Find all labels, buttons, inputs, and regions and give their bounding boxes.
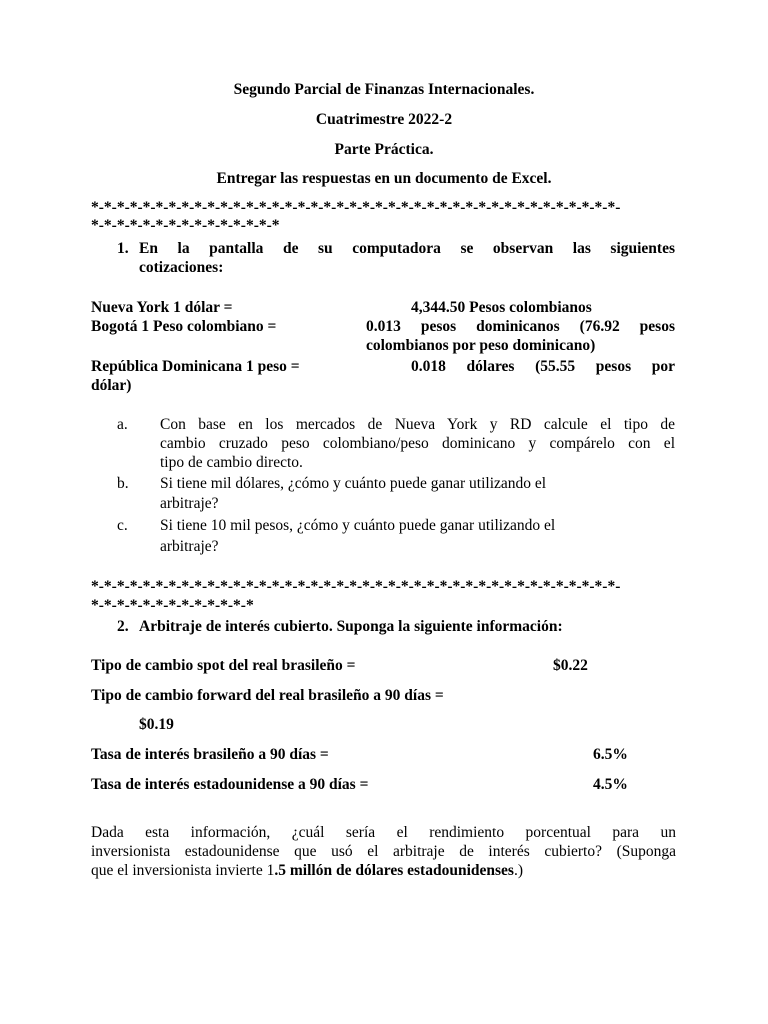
quote-value: colombianos por peso dominicano) — [366, 337, 596, 354]
paragraph-line — [91, 861, 523, 880]
paragraph-line: Dada esta información, ¿cuál sería el rendimiento porcentual para un — [91, 824, 676, 841]
paragraph-text: .) — [513, 862, 523, 879]
quote-label: República Dominicana 1 peso = — [91, 358, 300, 375]
quote-value: 0.013 pesos dominicanos (76.92 pesos — [366, 318, 675, 335]
data-value: $0.19 — [139, 716, 174, 733]
question-1-text: cotizaciones: — [139, 259, 224, 276]
quote-value: 0.018 dólares (55.55 pesos por — [411, 358, 675, 375]
quote-value: 4,344.50 Pesos colombianos — [411, 299, 592, 316]
document-instruction: Entregar las respuestas en un documento de Excel. — [216, 170, 552, 187]
document-part: Parte Práctica. — [334, 141, 434, 158]
separator-line: *-*-*-*-*-*-*-*-*-*-*-*-*-*-*-*-*-*-*-*-*-*-*-*-*-*-*-*-*-*-*-*-*-*-*-*-*-*-*-*-*- — [91, 578, 621, 595]
item-text: cambio cruzado peso colombiano/peso dominicano y compárelo con el — [160, 435, 675, 452]
document-term: Cuatrimestre 2022-2 — [315, 111, 453, 128]
data-value: 4.5% — [593, 776, 628, 793]
item-letter: b. — [117, 475, 129, 492]
quote-label: Nueva York 1 dólar = — [91, 299, 233, 316]
quote-label: dólar) — [91, 377, 132, 394]
data-label: Tasa de interés estadounidense a 90 días = — [91, 776, 369, 793]
item-text: arbitraje? — [160, 495, 219, 512]
data-value: $0.22 — [553, 657, 588, 674]
item-letter: c. — [117, 517, 128, 534]
question-2-number: 2. — [117, 618, 129, 635]
item-text: Con base en los mercados de Nueva York y RD calcule el tipo de — [160, 416, 675, 433]
data-label: Tipo de cambio spot del real brasileño = — [91, 657, 356, 674]
document-title: Segundo Parcial de Finanzas Internacionales. — [233, 81, 535, 98]
paragraph-emphasis: .5 millón de dólares estadounidenses — [274, 862, 514, 879]
data-label: Tipo de cambio forward del real brasileño a 90 días = — [91, 687, 444, 704]
item-text: Si tiene mil dólares, ¿cómo y cuánto puede ganar utilizando el — [160, 475, 547, 492]
quote-label: Bogotá 1 Peso colombiano = — [91, 318, 277, 335]
item-letter: a. — [117, 416, 128, 433]
data-label: Tasa de interés brasileño a 90 días = — [91, 746, 329, 763]
question-1-text: En la pantalla de su computadora se observan las siguientes — [139, 240, 675, 257]
item-text: Si tiene 10 mil pesos, ¿cómo y cuánto puede ganar utilizando el — [160, 517, 556, 534]
separator-line: *-*-*-*-*-*-*-*-*-*-*-*-*-*-* — [91, 217, 280, 234]
item-text: arbitraje? — [160, 538, 219, 555]
question-2-text: Arbitraje de interés cubierto. Suponga la siguiente información: — [139, 618, 563, 635]
separator-line: *-*-*-*-*-*-*-*-*-*-*-*-*-*-*-*-*-*-*-*-*-*-*-*-*-*-*-*-*-*-*-*-*-*-*-*-*-*-*-*-*- — [91, 199, 621, 216]
separator-line: *-*-*-*-*-*-*-*-*-*-*-*-* — [91, 597, 254, 614]
paragraph-line: inversionista estadounidense que usó el arbitraje de interés cubierto? (Suponga — [91, 843, 676, 860]
question-1-number: 1. — [117, 240, 129, 257]
paragraph-text: que el inversionista invierte 1 — [91, 862, 275, 879]
data-value: 6.5% — [593, 746, 628, 763]
item-text: tipo de cambio directo. — [160, 454, 303, 471]
